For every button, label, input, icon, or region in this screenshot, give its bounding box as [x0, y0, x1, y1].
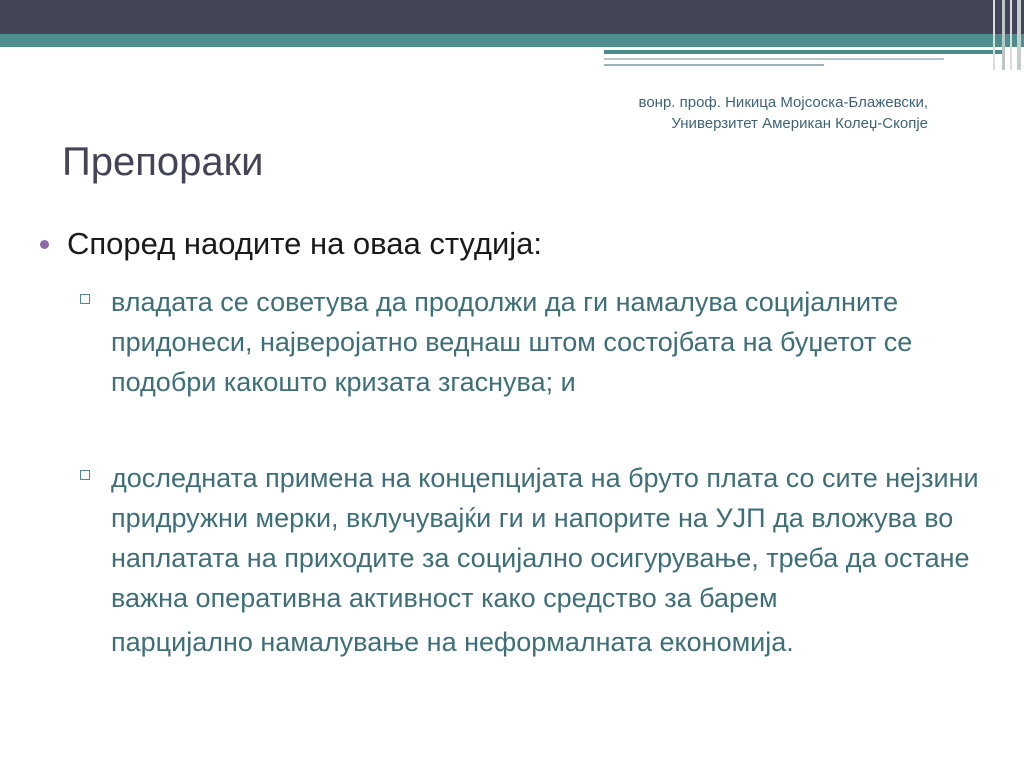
author-line-1: вонр. проф. Никица Мојсоска-Блажевски, — [638, 94, 928, 111]
decor-stripe — [604, 50, 1004, 54]
decor-stripe — [604, 58, 944, 60]
sub-bullet-text: доследната примена на концепцијата на бруто плата со сите нејзини придружни мерки, вклучувајќи ги и напорите на УЈП да вложува во наплатата на приходите за социјално осигурување, треба да остане важна оперативна активност како средство за барем — [111, 463, 979, 613]
decor-vertical-line — [1010, 0, 1012, 70]
decor-vertical-line — [1017, 0, 1021, 70]
sub-bullet-item — [80, 458, 1000, 662]
author-attribution — [639, 92, 928, 134]
square-bullet-icon — [80, 470, 90, 480]
sub-bullet-text: владата се советува да продолжи да ги намалува социјалните придонеси, најверојатно веднаш штом состојбата на буџетот се подобри какошто кризата згаснува; и — [111, 287, 913, 397]
header-dark-band — [0, 0, 1024, 34]
bullet-intro-text: Според наодите на оваа студија: — [67, 226, 543, 261]
author-line-2: Универзитет Американ Колеџ-Скопје — [671, 115, 928, 132]
sub-bullet-item — [80, 282, 1000, 402]
decor-vertical-line — [993, 0, 995, 70]
slide-title: Препораки — [62, 140, 264, 184]
square-bullet-icon — [80, 294, 90, 304]
sub-bullet-text-container — [111, 458, 991, 662]
sub-bullet-text-last-line: парцијално намалување на неформалната економија. — [111, 627, 794, 657]
circle-bullet-icon — [40, 240, 49, 249]
decor-stripe — [604, 64, 824, 66]
bullet-level-1 — [40, 222, 542, 266]
header-teal-band — [0, 34, 1024, 47]
decor-vertical-line — [1002, 0, 1005, 70]
